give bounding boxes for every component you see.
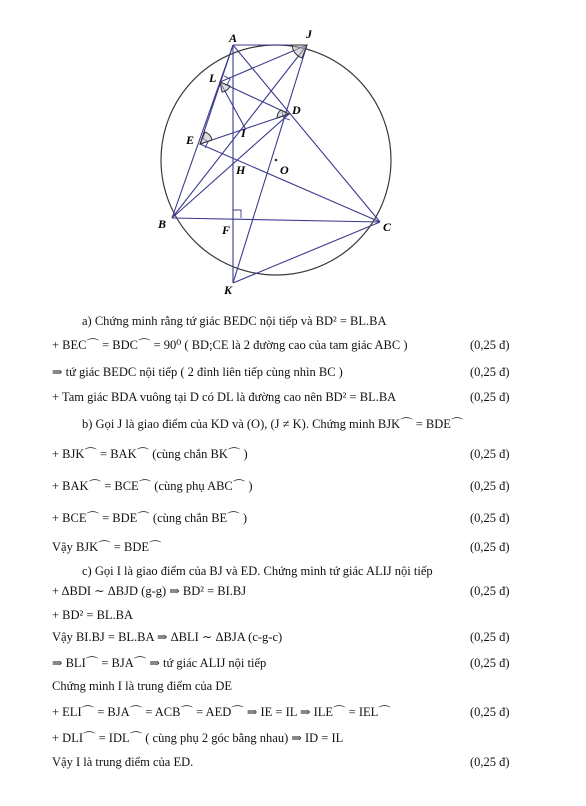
label-F: F	[222, 223, 231, 237]
center-point-O	[275, 159, 278, 162]
right-angle-F	[233, 210, 241, 218]
segment-KC	[233, 222, 380, 283]
points-label: (0,25 đ)	[470, 511, 510, 525]
label-B: B	[158, 217, 167, 231]
angle-arc-J	[292, 45, 307, 58]
line-text: + BCE⌒ = BDE⌒ (cùng chắn BE⌒ )	[52, 511, 247, 525]
segment-CE	[200, 144, 380, 222]
line-text: c) Gọi I là giao điểm của BJ và ED. Chứng minh tứ giác ALIJ nội tiếp	[82, 564, 433, 578]
points-label: (0,25 đ)	[470, 705, 510, 719]
points-label: (0,25 đ)	[470, 584, 510, 598]
line-text: + Tam giác BDA vuông tại D có DL là đường cao nên BD² = BL.BA	[52, 390, 397, 404]
segment-BD	[172, 114, 289, 218]
line-text: + ELI⌒ = BJA⌒ = ACB⌒ = AED⌒ ⇒ IE = IL ⇒ ILE⌒ = IEL⌒	[52, 705, 391, 719]
label-J: J	[306, 27, 312, 41]
segment-BJ	[172, 45, 307, 218]
points-label: (0,25 đ)	[470, 365, 510, 379]
segment-AC	[233, 45, 380, 222]
line-text: + ΔBDI ∼ ΔBJD (g-g) ⇒ BD² = BI.BJ	[52, 584, 247, 598]
segment-EA	[200, 45, 233, 144]
points-label: (0,25 đ)	[470, 390, 510, 404]
line-text: Vậy I là trung điểm của ED.	[52, 755, 194, 769]
label-I: I	[241, 126, 246, 140]
line-text: a) Chứng minh rằng tứ giác BEDC nội tiếp và BD² = BL.BA	[82, 314, 387, 328]
line-text: Vậy BJK⌒ = BDE⌒	[52, 540, 162, 554]
line-text: ⇒ BLI⌒ = BJA⌒ ⇒ tứ giác ALIJ nội tiếp	[52, 656, 267, 670]
points-label: (0,25 đ)	[470, 338, 510, 352]
line-text: + DLI⌒ = IDL⌒ ( cùng phụ 2 góc bằng nhau) ⇒ ID = IL	[52, 731, 344, 745]
line-text: Chứng minh I là trung điểm của DE	[52, 679, 233, 693]
label-O: O	[280, 163, 289, 177]
points-label: (0,25 đ)	[470, 540, 510, 554]
angle-arc-D	[277, 110, 289, 118]
geometry-figure	[0, 0, 586, 306]
points-label: (0,25 đ)	[470, 656, 510, 670]
line-text: b) Gọi J là giao điểm của KD và (O), (J ≠ K). Chứng minh BJK⌒ = BDE⌒	[82, 417, 464, 431]
label-H: H	[236, 163, 246, 177]
label-D: D	[292, 103, 301, 117]
angle-arc-L	[220, 82, 230, 92]
label-L: L	[209, 71, 217, 85]
label-E: E	[186, 133, 195, 147]
line-text: + BJK⌒ = BAK⌒ (cùng chắn BK⌒ )	[52, 447, 248, 461]
line-text: + BAK⌒ = BCE⌒ (cùng phụ ABC⌒ )	[52, 479, 253, 493]
line-text: + BEC⌒ = BDC⌒ = 90⁰ ( BD;CE là 2 đường cao của tam giác ABC )	[52, 338, 408, 352]
points-label: (0,25 đ)	[470, 479, 510, 493]
line-text: ⇒ tứ giác BEDC nội tiếp ( 2 đỉnh liên tiếp cùng nhìn BC )	[52, 365, 343, 379]
points-label: (0,25 đ)	[470, 755, 510, 769]
label-K: K	[224, 283, 233, 297]
segment-DL	[220, 82, 289, 114]
label-C: C	[383, 220, 392, 234]
line-text: + BD² = BL.BA	[52, 608, 134, 622]
line-text: Vậy BI.BJ = BL.BA ⇒ ΔBLI ∼ ΔBJA (c-g-c)	[52, 630, 283, 644]
points-label: (0,25 đ)	[470, 447, 510, 461]
points-label: (0,25 đ)	[470, 630, 510, 644]
segment-BC	[172, 218, 380, 222]
label-A: A	[229, 31, 238, 45]
